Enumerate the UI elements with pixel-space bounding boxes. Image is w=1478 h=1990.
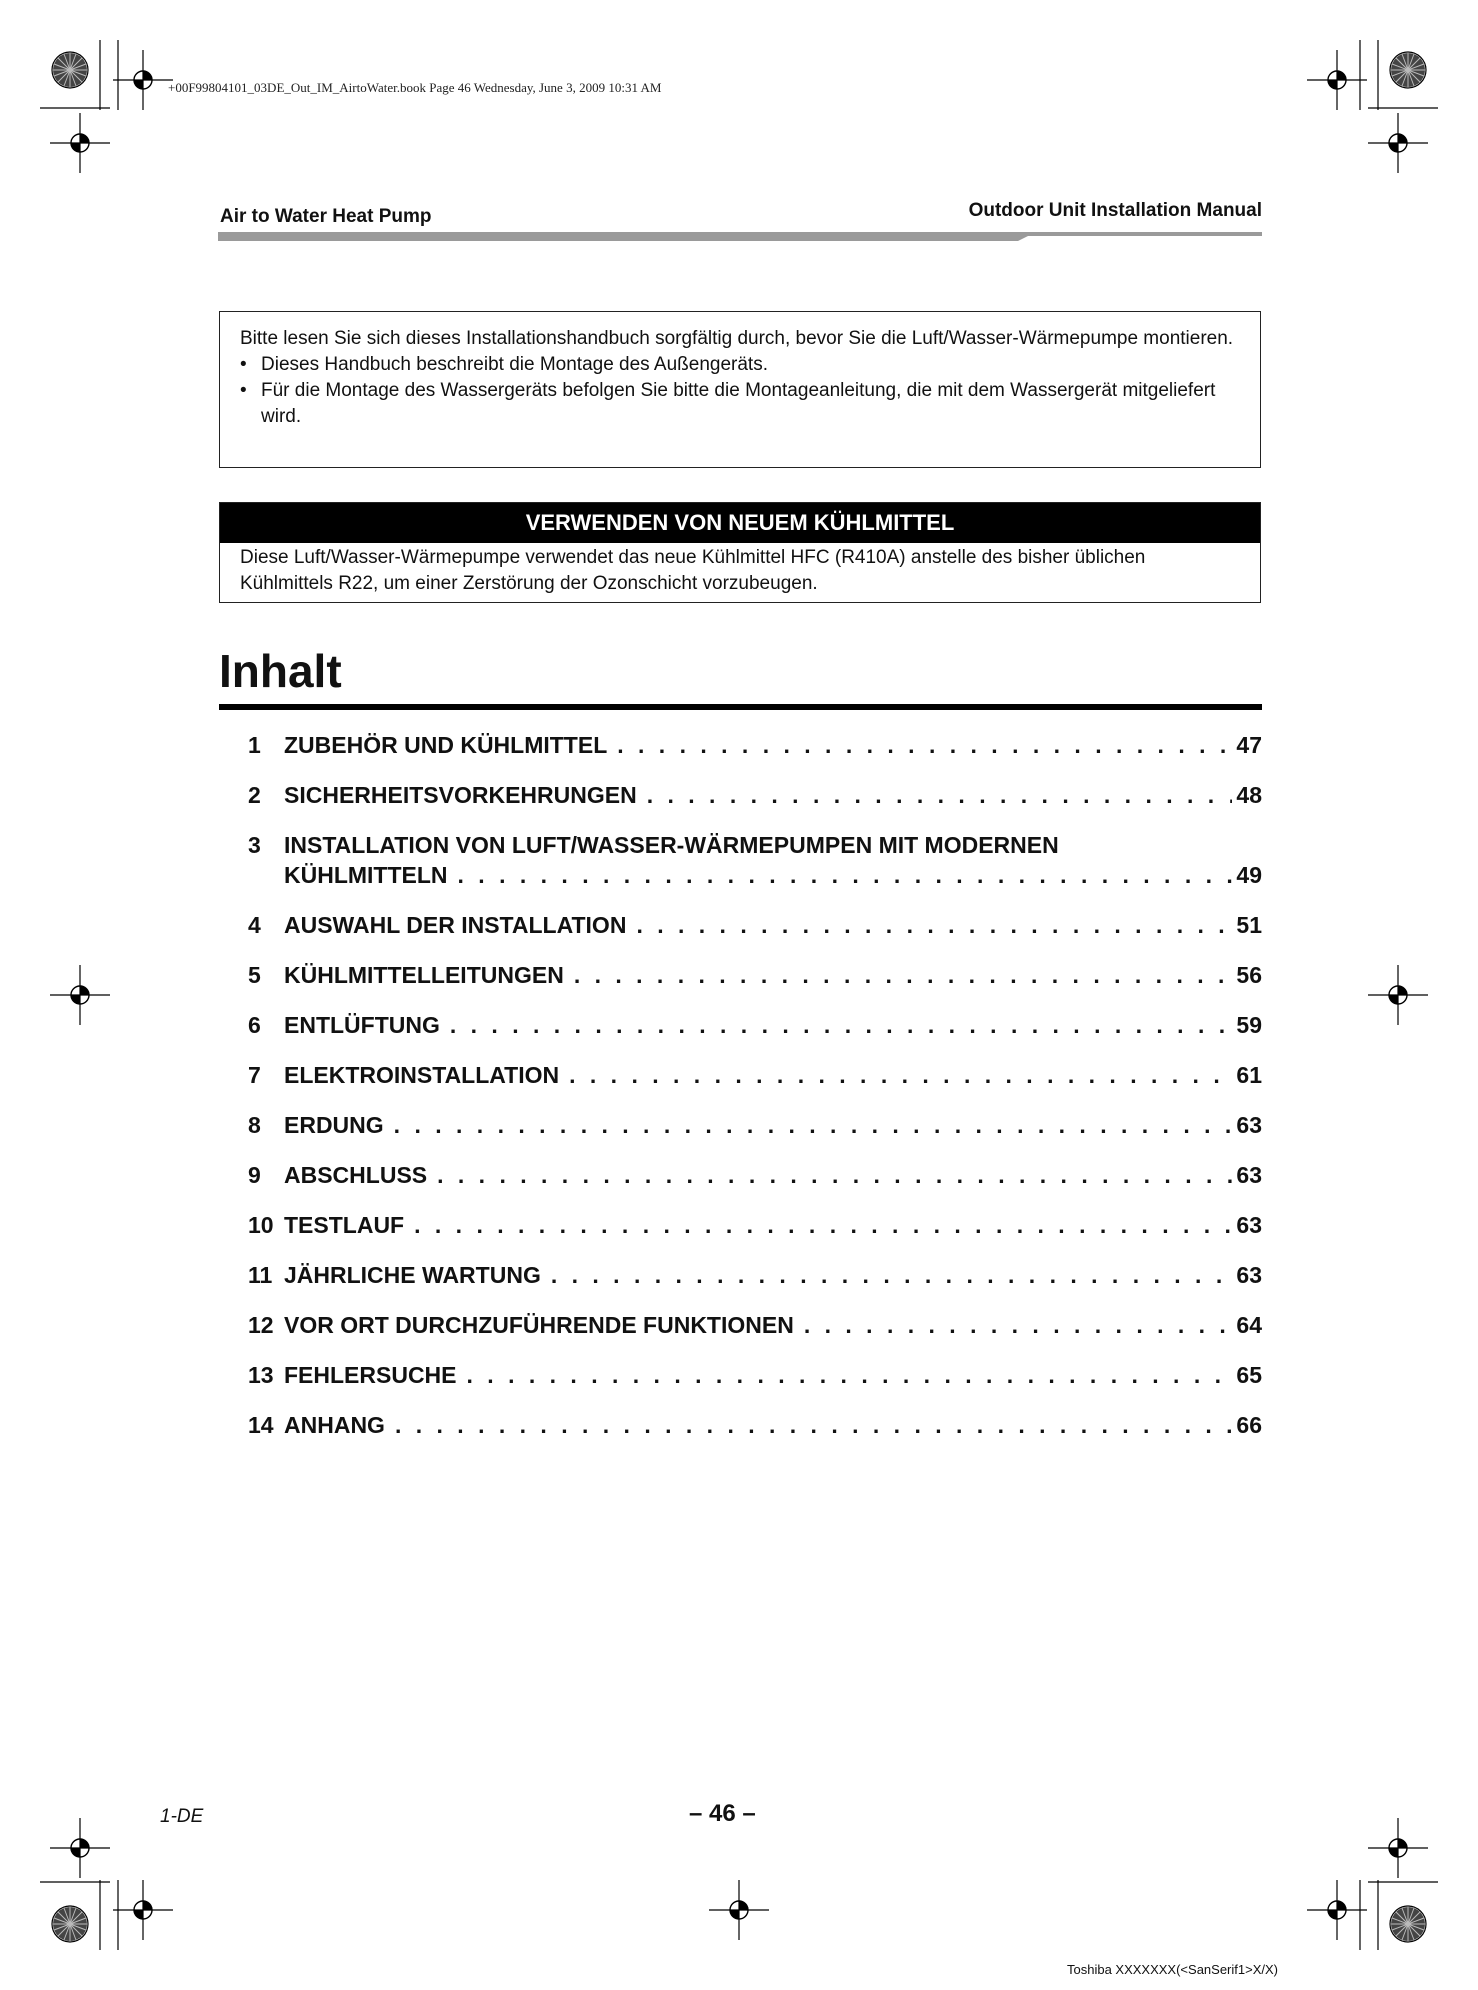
registration-mark-bottom-left — [113, 1880, 173, 1940]
toc-entry-page: 49 — [1236, 862, 1262, 888]
toc-entry[interactable] — [248, 1360, 1262, 1390]
toc-entry-title: ABSCHLUSS — [284, 1162, 428, 1188]
star-mark-top-left — [52, 52, 88, 88]
intro-text: Bitte lesen Sie sich dieses Installationshandbuch sorgfältig durch, bevor Sie die Luft/Wasser-Wärmepumpe montieren. — [240, 328, 1234, 349]
toc-entry-number: 11 — [248, 1262, 273, 1288]
bullet-icon: • — [240, 380, 247, 401]
toc-entry-number: 14 — [248, 1412, 274, 1438]
registration-mark-lower-right — [1368, 1818, 1428, 1878]
refrigerant-heading: VERWENDEN VON NEUEM KÜHLMITTEL — [220, 503, 1260, 543]
toc-entry-page: 48 — [1236, 782, 1262, 808]
toc-entry-title: ENTLÜFTUNG — [284, 1012, 440, 1038]
toc-entry-page: 47 — [1236, 732, 1262, 758]
toc-entry-number: 13 — [248, 1362, 274, 1388]
toc-entry-title: AUSWAHL DER INSTALLATION — [284, 912, 627, 938]
registration-mark-top-right — [1307, 50, 1367, 110]
print-info-line: +00F99804101_03DE_Out_IM_AirtoWater.book Page 46 Wednesday, June 3, 2009 10:31 AM — [168, 80, 662, 95]
star-mark-bottom-left — [52, 1906, 88, 1942]
toc-entry[interactable] — [248, 1060, 1262, 1090]
toc-entry-number: 12 — [248, 1312, 274, 1338]
toc-leader-dots — [450, 1010, 1233, 1040]
intro-bullet-item — [240, 378, 1240, 430]
toc-leader-dots — [458, 860, 1233, 890]
refrigerant-notice-box — [219, 502, 1261, 603]
toc-leader-dots — [574, 960, 1233, 990]
toc-entry[interactable] — [248, 1010, 1262, 1040]
intro-bullet-text: Dieses Handbuch beschreibt die Montage des Außengeräts. — [261, 354, 768, 375]
refrigerant-text: Diese Luft/Wasser-Wärmepumpe verwendet das neue Kühlmittel HFC (R410A) anstelle des bisher üblichen Kühlmittels R22, um einer Zerstörung der Ozonschicht vorzubeugen. — [240, 547, 1146, 594]
registration-mark-middle-right — [1368, 965, 1428, 1025]
toc-entry[interactable] — [248, 830, 1262, 890]
registration-mark-upper-right — [1368, 113, 1428, 173]
toc-entry-number: 7 — [248, 1062, 261, 1088]
toc-entry-page: 65 — [1236, 1362, 1262, 1388]
toc-entry[interactable] — [248, 1260, 1262, 1290]
toc-entry[interactable] — [248, 960, 1262, 990]
toc-entry-page: 59 — [1236, 1012, 1262, 1038]
registration-mark-bottom-right — [1307, 1880, 1367, 1940]
toc-entry-title: ZUBEHÖR UND KÜHLMITTEL — [284, 732, 608, 758]
registration-mark-bottom-center — [709, 1880, 769, 1940]
toc-entry-number: 1 — [248, 732, 261, 758]
toc-leader-dots — [647, 780, 1233, 810]
header-manual-title: Outdoor Unit Installation Manual — [968, 200, 1262, 221]
toc-entry-page: 63 — [1236, 1112, 1262, 1138]
intro-bullet-item — [240, 352, 1240, 378]
toc-leader-dots — [437, 1160, 1232, 1190]
toc-entry-title: SICHERHEITSVORKEHRUNGEN — [284, 782, 637, 808]
toc-leader-dots — [551, 1260, 1233, 1290]
toc-title-rule — [219, 704, 1262, 710]
registration-mark-lower-left — [50, 1818, 110, 1878]
intro-bullet-text: Für die Montage des Wassergeräts befolgen Sie bitte die Montageanleitung, die mit dem Wassergerät mitgeliefert wird. — [261, 380, 1216, 427]
registration-mark-middle-left — [50, 965, 110, 1025]
toc-leader-dots — [395, 1410, 1232, 1440]
toc-entry-number: 2 — [248, 782, 261, 808]
toc-entry-number: 3 — [248, 832, 261, 858]
toc-entry-page: 63 — [1236, 1162, 1262, 1188]
toc-entry-number: 8 — [248, 1112, 261, 1138]
toc-entry-title-line1: INSTALLATION VON LUFT/WASSER-WÄRMEPUMPEN MIT MODERNEN — [284, 832, 1059, 858]
toc-entry-title: ERDUNG — [284, 1112, 384, 1138]
toc-entry[interactable] — [248, 910, 1262, 940]
star-mark-bottom-right — [1390, 1906, 1426, 1942]
toc-entry-number: 5 — [248, 962, 261, 988]
toc-entry-number: 10 — [248, 1212, 274, 1238]
toc-entry-page: 61 — [1236, 1062, 1262, 1088]
toc-entry-number: 4 — [248, 912, 261, 938]
toc-entry[interactable] — [248, 730, 1262, 760]
intro-bullet-list — [240, 352, 1240, 430]
toc-entry-page: 66 — [1236, 1412, 1262, 1438]
toc-leader-dots — [467, 1360, 1233, 1390]
toc-entry-page: 51 — [1236, 912, 1262, 938]
toc-entry-title: ANHANG — [284, 1412, 385, 1438]
toc-entry-title: ELEKTROINSTALLATION — [284, 1062, 560, 1088]
registration-mark-upper-left — [50, 113, 110, 173]
footer-doc-code: Toshiba XXXXXXX(<SanSerif1>X/X) — [1066, 1962, 1278, 1977]
toc-leader-dots — [617, 730, 1232, 760]
toc-entry-page: 64 — [1236, 1312, 1262, 1338]
toc-leader-dots — [394, 1110, 1233, 1140]
toc-entry[interactable] — [248, 1210, 1262, 1240]
toc-leader-dots — [636, 910, 1232, 940]
toc-entry-title: VOR ORT DURCHZUFÜHRENDE FUNKTIONEN — [284, 1312, 794, 1338]
toc-entry-title: KÜHLMITTELN — [284, 862, 448, 888]
toc-entry-title: KÜHLMITTELLEITUNGEN — [284, 962, 564, 988]
star-mark-top-right — [1390, 52, 1426, 88]
toc-entry-number: 9 — [248, 1162, 261, 1188]
toc-entry-title: JÄHRLICHE WARTUNG — [284, 1262, 541, 1288]
toc-entry-page: 63 — [1236, 1262, 1262, 1288]
toc-entry[interactable] — [248, 780, 1262, 810]
toc-entry[interactable] — [248, 1110, 1262, 1140]
footer-language-code: 1-DE — [160, 1806, 204, 1827]
toc-entry-page: 56 — [1236, 962, 1262, 988]
toc-entry-title: FEHLERSUCHE — [284, 1362, 457, 1388]
footer-page-number: – 46 – — [689, 1800, 756, 1827]
toc-entry[interactable] — [248, 1310, 1262, 1340]
intro-notice-box — [219, 311, 1261, 468]
toc-entry-number: 6 — [248, 1012, 261, 1038]
bullet-icon: • — [240, 354, 247, 375]
header-bar — [218, 232, 1262, 241]
registration-mark-top-left — [113, 50, 173, 110]
toc-entry[interactable] — [248, 1160, 1262, 1190]
toc-entry-page: 63 — [1236, 1212, 1262, 1238]
toc-leader-dots — [569, 1060, 1232, 1090]
toc-title: Inhalt — [219, 645, 342, 697]
toc-entry[interactable] — [248, 1410, 1262, 1440]
toc-entry-title: TESTLAUF — [284, 1212, 405, 1238]
header-product-name: Air to Water Heat Pump — [220, 206, 432, 227]
toc-leader-dots — [804, 1310, 1233, 1340]
toc-leader-dots — [414, 1210, 1232, 1240]
table-of-contents — [248, 730, 1262, 1460]
